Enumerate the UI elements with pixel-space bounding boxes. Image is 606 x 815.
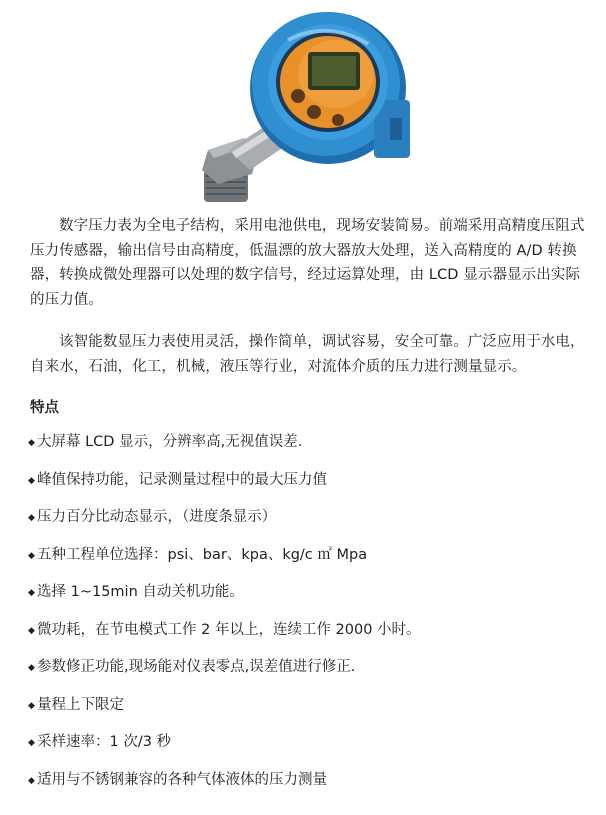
bullet-icon: ◆ <box>28 550 35 561</box>
feature-text: 五种工程单位选择：psi、bar、kpa、kg/c ㎡ Mpa <box>37 546 368 563</box>
feature-text: 采样速率：1 次/3 秒 <box>37 734 172 750</box>
list-item <box>28 618 421 656</box>
intro-paragraph: 数字压力表为全电子结构，采用电池供电，现场安装简易。前端采用高精度压阻式压力传感器，输出信号由高精度，低温漂的放大器放大处理，送入高精度的 A/D 转换器，转换成微处理器可以处理的数字信号，经过运算处理，由 LCD 显示器显示出实际的压力值。 <box>30 218 585 308</box>
list-item <box>28 655 421 693</box>
feature-text: 参数修正功能,现场能对仪表零点,误差值进行修正. <box>37 659 356 675</box>
list-item <box>28 543 421 581</box>
list-item <box>28 730 421 768</box>
features-list <box>28 430 421 805</box>
feature-text: 微功耗，在节电模式工作 2 年以上，连续工作 2000 小时。 <box>37 621 421 638</box>
feature-text: 压力百分比动态显示，（进度条显示） <box>37 509 277 525</box>
bullet-icon: ◆ <box>28 775 35 786</box>
bullet-icon: ◆ <box>28 438 35 448</box>
list-item <box>28 580 421 618</box>
list-item <box>28 768 421 806</box>
bullet-icon: ◆ <box>28 475 35 486</box>
bullet-icon: ◆ <box>28 700 35 711</box>
product-image <box>178 0 428 212</box>
bullet-icon: ◆ <box>28 663 35 673</box>
list-item <box>28 693 421 731</box>
application-paragraph: 该智能数显压力表使用灵活，操作简单，调试容易，安全可靠。广泛应用于水电，自来水，石油，化工，机械，液压等行业，对流体介质的压力进行测量显示。 <box>30 334 585 375</box>
feature-text: 量程上下限定 <box>37 696 124 713</box>
feature-text: 选择 1~15min 自动关机功能。 <box>37 584 244 600</box>
bullet-icon: ◆ <box>28 738 35 748</box>
list-item <box>28 505 421 543</box>
feature-text: 大屏幕 LCD 显示，分辨率高,无视值误差. <box>37 434 303 450</box>
list-item <box>28 430 421 468</box>
bullet-icon: ◆ <box>28 513 35 523</box>
bullet-icon: ◆ <box>28 625 35 636</box>
list-item <box>28 468 421 506</box>
feature-text: 适用与不锈钢兼容的各种气体液体的压力测量 <box>37 771 327 788</box>
feature-text: 峰值保持功能，记录测量过程中的最大压力值 <box>37 471 327 488</box>
bullet-icon: ◆ <box>28 588 35 598</box>
features-heading: 特点 <box>30 400 59 416</box>
pressure-gauge-icon <box>178 0 428 212</box>
